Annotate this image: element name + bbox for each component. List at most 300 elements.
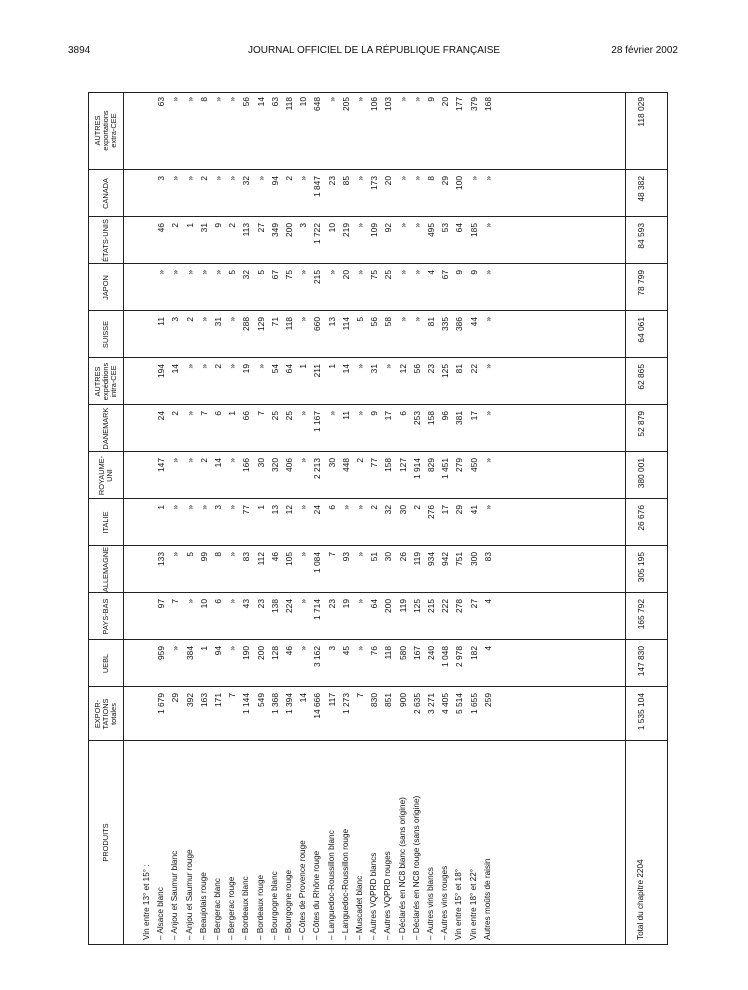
table-row-cell: 1 xyxy=(255,505,266,510)
table-row-cell: 58 xyxy=(383,317,394,327)
table-row-cell: » xyxy=(397,317,408,322)
table-row-cell: 2 xyxy=(369,505,380,510)
total-row-cell: 64 061 xyxy=(636,317,646,343)
rotated-table-container xyxy=(88,92,668,945)
total-row-cell: 1 535 104 xyxy=(636,693,646,731)
table-row-cell: 106 xyxy=(369,97,380,111)
table-row-cell: 25 xyxy=(269,411,280,421)
table-row-cell: 1 048 xyxy=(440,646,451,667)
table-row-cell: » xyxy=(298,552,309,557)
table-row-cell: 240 xyxy=(426,646,436,660)
table-row-label: – Anjou et Saumur blanc xyxy=(170,850,180,940)
table-row-cell: 276 xyxy=(426,505,436,519)
table-row-cell: » xyxy=(298,505,309,510)
table-row-cell: » xyxy=(156,270,167,275)
table-row-cell: » xyxy=(468,176,479,181)
table-row-cell: 205 xyxy=(340,97,351,111)
table-row-cell: 31 xyxy=(369,364,380,374)
column-header-pays_bas: PAYS-BAS xyxy=(101,598,110,635)
table-row-label: – Déclarés en NC8 blanc (sans origine) xyxy=(397,797,407,940)
table-row-cell: 99 xyxy=(198,552,209,562)
table-row-cell: 63 xyxy=(269,97,280,107)
table-row-cell: 2 xyxy=(184,317,195,322)
table-row-cell: » xyxy=(184,411,195,416)
table-row-cell: 32 xyxy=(383,505,394,515)
table-row-cell: 19 xyxy=(340,599,351,609)
table-row-cell: 349 xyxy=(269,223,280,237)
table-row-cell: 129 xyxy=(255,317,266,331)
table-row-cell: 118 xyxy=(383,646,394,660)
table-row-cell: 31 xyxy=(213,317,223,327)
table-row-cell: » xyxy=(355,364,365,369)
table-row-cell: 4 xyxy=(482,646,493,651)
table-row-cell: 8 xyxy=(426,176,436,181)
table-row-cell: 3 xyxy=(170,317,181,322)
table-row-cell: 97 xyxy=(156,599,167,609)
table-row-cell: 56 xyxy=(411,364,422,374)
table-row-cell: 5 514 xyxy=(454,693,465,714)
table-row-cell: 182 xyxy=(468,646,479,660)
table-row-cell: » xyxy=(298,317,309,322)
table-row-label: – Bergerac blanc xyxy=(213,878,222,940)
table-row-cell: » xyxy=(397,176,408,181)
table-row-cell: 147 xyxy=(156,458,167,472)
table-row-cell: 46 xyxy=(156,223,167,233)
table-row-cell: 7 xyxy=(255,411,266,416)
table-row-cell: » xyxy=(411,176,422,181)
table-row-cell: 335 xyxy=(440,317,451,331)
table-row-cell: 1 847 xyxy=(312,176,323,197)
table-row-cell: » xyxy=(326,97,337,102)
table-row-cell: 660 xyxy=(312,317,323,331)
table-row-cell: » xyxy=(170,646,181,651)
table-row-cell: 200 xyxy=(255,646,266,660)
column-header-autres_intra: AUTRES expéditions intra-CEE xyxy=(93,362,118,401)
table-row-cell: 9 xyxy=(468,270,479,275)
table-row-cell: » xyxy=(298,411,309,416)
total-row-label: Total du chapitre 2204 xyxy=(636,859,645,940)
table-row-cell: 2 213 xyxy=(312,458,323,479)
table-row-cell: 85 xyxy=(340,176,351,186)
table-row-cell: 117 xyxy=(326,693,337,707)
table-row-cell: 253 xyxy=(411,411,422,425)
table-row-cell: 17 xyxy=(468,411,479,421)
table-row-cell: 9 xyxy=(426,97,436,102)
table-row-cell: 67 xyxy=(269,270,280,280)
table-row-cell: 11 xyxy=(156,317,167,326)
table-row-cell: 10 xyxy=(326,223,337,233)
table-row-cell: 3 162 xyxy=(312,646,323,667)
table-row-cell: 17 xyxy=(383,411,394,421)
table-row-cell: 278 xyxy=(454,599,465,613)
table-row-cell: 54 xyxy=(269,364,280,374)
table-row-cell: 7 xyxy=(355,693,365,698)
table-row-cell: 1 144 xyxy=(241,693,252,714)
column-header-exportations: EXPOR- TATIONS totales xyxy=(93,698,118,730)
table-row-cell: 113 xyxy=(241,223,252,237)
table-row-cell: 1 722 xyxy=(312,223,323,244)
table-row-label: – Autres vins rouges xyxy=(440,865,450,940)
table-row-cell: 166 xyxy=(241,458,252,472)
table-row-cell: 1 xyxy=(298,364,309,369)
table-row-cell: 20 xyxy=(440,97,451,107)
table-row-cell: 29 xyxy=(454,505,465,515)
table-row-cell: 77 xyxy=(241,505,252,515)
table-row-cell: 1 xyxy=(326,364,337,369)
table-row-cell: 300 xyxy=(468,552,479,566)
table-row-cell: » xyxy=(340,505,351,510)
table-row-cell: 83 xyxy=(241,552,252,562)
table-row-label: – Muscadet blanc xyxy=(355,875,364,940)
table-row-cell: 133 xyxy=(156,552,167,566)
table-row-cell: 81 xyxy=(426,317,436,327)
table-row-label: – Bourgogne rouge xyxy=(284,869,293,940)
table-row-cell: 8 xyxy=(213,552,223,557)
table-row-cell: » xyxy=(227,364,238,369)
table-row-cell: 13 xyxy=(269,505,280,515)
table-row-cell: 32 xyxy=(241,270,252,280)
table-row-cell: 2 xyxy=(227,223,238,228)
table-row-cell: » xyxy=(227,552,238,557)
table-row-cell: » xyxy=(184,176,195,181)
table-row-cell: 109 xyxy=(369,223,380,237)
table-row-cell: 5 xyxy=(355,317,365,322)
table-row-cell: 259 xyxy=(482,693,493,707)
total-row-cell: 165 792 xyxy=(636,599,646,630)
table-row-cell: 9 xyxy=(369,411,380,416)
total-row-cell: 305 195 xyxy=(636,552,646,583)
table-row-cell: 30 xyxy=(383,552,394,562)
table-row-cell: 94 xyxy=(269,176,280,186)
table-row-cell: 580 xyxy=(397,646,408,660)
table-row-label: – Anjou et Saumur rouge xyxy=(184,849,194,940)
table-row-cell: 66 xyxy=(241,411,252,421)
total-row-cell: 84 593 xyxy=(636,223,646,249)
table-row-cell: » xyxy=(184,599,195,604)
table-row-cell: 5 xyxy=(255,270,266,275)
table-row-cell: 830 xyxy=(369,693,380,707)
table-row-cell: 30 xyxy=(397,505,408,515)
table-row-label: – Alsace blanc xyxy=(156,887,166,940)
table-row-cell: 5 xyxy=(184,552,195,557)
table-row-cell: 20 xyxy=(340,270,351,280)
table-row-cell: » xyxy=(411,97,422,102)
table-row-cell: 14 666 xyxy=(312,693,323,719)
table-row-cell: » xyxy=(184,505,195,510)
table-row-cell: 32 xyxy=(241,176,252,186)
table-row-cell: 14 xyxy=(340,364,351,374)
table-row-cell: 22 xyxy=(468,364,479,374)
table-row-cell: 125 xyxy=(440,364,451,378)
table-row-cell: 56 xyxy=(241,97,252,107)
table-row-cell: » xyxy=(198,505,209,510)
table-row-cell: 2 xyxy=(411,505,422,510)
table-row-cell: 81 xyxy=(454,364,465,374)
column-header-autres_extra: AUTRES exportations extra-CEE xyxy=(93,110,118,151)
table-row-cell: » xyxy=(184,458,195,463)
table-row-cell: 6 xyxy=(326,505,337,510)
table-row-cell: 6 xyxy=(213,411,223,416)
table-row-cell: 1 679 xyxy=(156,693,167,714)
table-row-cell: 25 xyxy=(284,411,294,421)
table-row-cell: » xyxy=(170,270,181,275)
table-row-cell: 829 xyxy=(426,458,436,472)
table-row-cell: 942 xyxy=(440,552,451,566)
table-row-cell: 5 xyxy=(227,270,238,275)
table-row-cell: » xyxy=(298,458,309,463)
table-row-cell: 12 xyxy=(284,505,294,515)
table-row-cell: 114 xyxy=(340,317,351,331)
table-row-cell: 279 xyxy=(454,458,465,472)
table-row-cell: » xyxy=(227,97,238,102)
table-row-cell: 64 xyxy=(454,223,465,233)
table-row-cell: 64 xyxy=(369,599,380,609)
table-row-cell: 2 xyxy=(198,458,209,463)
table-row-cell: 1 xyxy=(227,411,238,416)
journal-title: JOURNAL OFFICIEL DE LA RÉPUBLIQUE FRANÇAISE xyxy=(247,45,501,56)
table-row-cell: » xyxy=(482,176,493,181)
table-row-cell: 3 xyxy=(213,505,223,510)
table-row-cell: 549 xyxy=(255,693,266,707)
table-row-cell: 26 xyxy=(397,552,408,562)
table-row-label: – Côtes de Provence rouge xyxy=(298,840,308,940)
table-row-cell: 2 xyxy=(213,364,223,369)
table-row-cell: » xyxy=(482,505,493,510)
table-row-cell: 103 xyxy=(383,97,394,111)
table-row-cell: 83 xyxy=(482,552,493,562)
table-row-label: – Autres VQPRD blancs xyxy=(369,852,379,940)
table-row-cell: 1 084 xyxy=(312,552,323,573)
table-row-cell: » xyxy=(184,270,195,275)
table-row-cell: 76 xyxy=(369,646,380,656)
table-row-cell: 14 xyxy=(298,693,309,703)
table-row-cell: » xyxy=(213,176,223,181)
total-row-cell: 48 382 xyxy=(636,176,646,202)
table-row-cell: 25 xyxy=(383,270,394,280)
table-row-cell: 92 xyxy=(383,223,394,233)
table-row-cell: » xyxy=(298,599,309,604)
table-row-cell: » xyxy=(397,97,408,102)
table-row-cell: 1 273 xyxy=(340,693,351,714)
table-row-cell: 392 xyxy=(184,693,195,707)
table-row-label: Vin entre 18° et 22° xyxy=(468,868,478,940)
table-row-cell: 384 xyxy=(184,646,195,660)
table-row-cell: 27 xyxy=(255,223,266,233)
table-row-label: – Bordeaux rouge xyxy=(255,874,265,940)
table-row-cell: 13 xyxy=(326,317,337,327)
table-row-cell: » xyxy=(355,270,365,275)
table-row-cell: 2 xyxy=(355,458,365,463)
table-row-cell: » xyxy=(255,364,266,369)
table-row-cell: 138 xyxy=(269,599,280,613)
table-row-cell: 167 xyxy=(411,646,422,660)
table-row-cell: 448 xyxy=(340,458,351,472)
table-row-label: – Bourgogne blanc xyxy=(269,871,279,940)
table-row-cell: 381 xyxy=(454,411,465,425)
table-row-cell: 24 xyxy=(156,411,167,421)
table-row-label: Vin entre 15° et 18° xyxy=(454,868,464,940)
table-row-cell: 163 xyxy=(198,693,209,707)
table-row-cell: 30 xyxy=(326,458,337,468)
table-row-cell: 200 xyxy=(383,599,394,613)
column-header-etats_unis: ÉTATS-UNIS xyxy=(101,219,110,262)
table-row-cell: 1 xyxy=(198,646,209,651)
table-row-cell: 30 xyxy=(255,458,266,468)
table-row-label: Autres moûts de raisin xyxy=(482,858,492,940)
table-row-cell: » xyxy=(355,176,365,181)
table-row-cell: 17 xyxy=(440,505,451,515)
table-row-cell: 14 xyxy=(255,97,266,107)
row-divider xyxy=(625,93,626,944)
total-row-cell: 52 879 xyxy=(636,411,646,437)
table-row-cell: 406 xyxy=(284,458,294,472)
table-row-cell: 211 xyxy=(312,364,323,378)
table-row-cell: 11 xyxy=(340,411,351,420)
table-row-cell: 168 xyxy=(482,97,493,111)
column-header-uebl: UEBL xyxy=(101,653,110,674)
table-row-cell: 77 xyxy=(369,458,380,468)
table-row-cell: 63 xyxy=(156,97,167,107)
table-row-cell: » xyxy=(482,270,493,275)
table-row-cell: 177 xyxy=(454,97,465,111)
table-row-label: – Languedoc-Roussillon rouge xyxy=(340,828,350,940)
table-row-cell: » xyxy=(213,270,223,275)
table-row-cell: 75 xyxy=(284,270,294,280)
table-row-cell: 185 xyxy=(468,223,479,237)
table-row-cell: » xyxy=(411,317,422,322)
table-row-cell: 173 xyxy=(369,176,380,190)
table-row-cell: » xyxy=(397,270,408,275)
table-row-cell: 23 xyxy=(255,599,266,609)
table-row-cell: » xyxy=(198,317,209,322)
table-row-cell: 4 405 xyxy=(440,693,451,714)
table-row-cell: 128 xyxy=(269,646,280,660)
table-row-cell: 29 xyxy=(440,176,451,186)
page-number: 3894 xyxy=(68,45,91,56)
table-row-cell: 71 xyxy=(269,317,280,327)
table-row-cell: 3 xyxy=(156,176,167,181)
table-row-cell: » xyxy=(355,411,365,416)
table-row-cell: 29 xyxy=(170,693,181,703)
table-row-label: – Déclarés en NC8 rouge (sans origine) xyxy=(411,795,421,940)
table-row-cell: 2 xyxy=(284,176,294,181)
table-row-cell: 127 xyxy=(397,458,408,472)
table-row-cell: » xyxy=(383,364,394,369)
table-row-cell: 64 xyxy=(284,364,294,374)
table-row-cell: 100 xyxy=(454,176,465,190)
table-row-cell: 3 xyxy=(326,646,337,651)
publication-date: 28 février 2002 xyxy=(611,45,678,56)
table-row-cell: » xyxy=(482,223,493,228)
table-row-cell: 4 xyxy=(426,270,436,275)
table-row-cell: 222 xyxy=(440,599,451,613)
table-row-cell: 41 xyxy=(468,505,479,515)
table-row-label: – Autres vins blancs xyxy=(426,867,435,940)
table-row-cell: 51 xyxy=(369,552,380,562)
table-row-cell: 3 xyxy=(298,223,309,228)
table-row-cell: 6 xyxy=(213,599,223,604)
table-row-cell: 900 xyxy=(397,693,408,707)
table-row-cell: 215 xyxy=(426,599,436,613)
table-row-cell: 158 xyxy=(383,458,394,472)
total-row-cell: 26 676 xyxy=(636,505,646,531)
table-row-cell: 1 xyxy=(184,223,195,228)
table-row-cell: 14 xyxy=(170,364,181,374)
table-row-cell: » xyxy=(227,317,238,322)
table-row-label: – Côtes du Rhône rouge xyxy=(312,850,322,940)
table-row-label: Vin entre 13° et 15° : xyxy=(142,864,151,940)
table-row-cell: 2 xyxy=(170,411,181,416)
table-row-cell: » xyxy=(198,364,209,369)
table-row-cell: 1 167 xyxy=(312,411,323,432)
total-row-cell: 380 001 xyxy=(636,458,646,489)
table-row-cell: » xyxy=(482,458,493,463)
table-row-cell: 118 xyxy=(284,97,294,111)
table-row-cell: 851 xyxy=(383,693,394,707)
table-row-cell: 119 xyxy=(411,552,422,566)
table-row-cell: » xyxy=(170,505,181,510)
total-row-cell: 118 029 xyxy=(636,97,646,127)
table-row-cell: 75 xyxy=(369,270,380,280)
table-row-cell: 751 xyxy=(454,552,465,566)
table-row-cell: 1 394 xyxy=(284,693,294,714)
table-row-cell: 1 655 xyxy=(468,693,479,714)
table-row-cell: 53 xyxy=(440,223,451,233)
table-row-label: – Beaujolais rouge xyxy=(198,872,208,940)
table-row-cell: 194 xyxy=(156,364,167,378)
table-row-cell: 119 xyxy=(397,599,408,613)
table-row-cell: 44 xyxy=(468,317,479,327)
total-row-cell: 62 865 xyxy=(636,364,646,390)
table-row-cell: » xyxy=(227,646,238,651)
table-row-cell: » xyxy=(298,176,309,181)
table-row-cell: 2 635 xyxy=(411,693,422,714)
table-row-label: – Languedoc-Roussillon blanc xyxy=(326,830,336,940)
table-row-cell: 56 xyxy=(369,317,380,327)
table-row-cell: 190 xyxy=(241,646,252,660)
table-row-cell: » xyxy=(482,411,493,416)
table-row-cell: » xyxy=(355,97,365,102)
table-row-cell: 24 xyxy=(312,505,323,515)
table-row-cell: 219 xyxy=(340,223,351,237)
table-row-cell: 45 xyxy=(340,646,351,656)
table-row-cell: » xyxy=(298,270,309,275)
table-row-cell: 8 xyxy=(198,97,209,102)
table-row-cell: » xyxy=(411,270,422,275)
table-row-label: – Bergerac rouge xyxy=(227,876,237,940)
table-row-cell: 10 xyxy=(298,97,309,107)
table-row-cell: 67 xyxy=(440,270,451,280)
export-table xyxy=(88,92,668,945)
table-row-cell: 9 xyxy=(454,270,465,275)
table-row-cell: » xyxy=(227,176,238,181)
table-row-cell: 6 xyxy=(397,411,408,416)
table-row-cell: 27 xyxy=(468,599,479,609)
table-row-cell: 7 xyxy=(198,411,209,416)
table-row-cell: » xyxy=(355,552,365,557)
table-row-cell: » xyxy=(227,599,238,604)
total-row-cell: 147 830 xyxy=(636,646,646,677)
table-row-cell: 386 xyxy=(454,317,465,331)
table-row-cell: 959 xyxy=(156,646,167,660)
table-row-cell: » xyxy=(227,458,238,463)
table-row-cell: » xyxy=(170,176,181,181)
table-row-cell: » xyxy=(170,552,181,557)
table-row-cell: » xyxy=(397,223,408,228)
table-row-cell: 1 914 xyxy=(411,458,422,479)
table-row-cell: » xyxy=(482,364,493,369)
table-row-cell: 1 451 xyxy=(440,458,451,479)
